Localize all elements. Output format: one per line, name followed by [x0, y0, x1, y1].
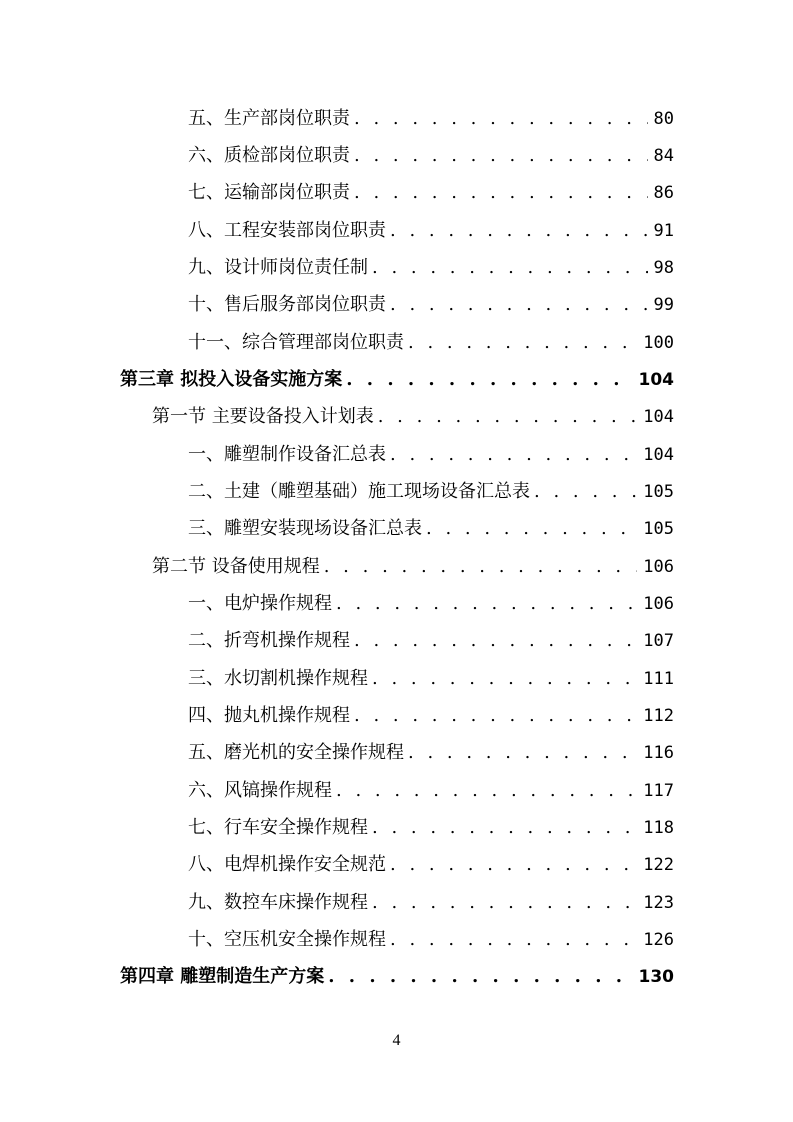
toc-entry-title: 三、水切割机操作规程	[188, 668, 368, 689]
toc-entry-page: 99	[653, 295, 674, 315]
toc-entry-page: 91	[653, 221, 674, 241]
dot-leader	[390, 290, 648, 320]
toc-entry-title: 九、数控车床操作规程	[188, 892, 368, 913]
dot-leader	[534, 477, 637, 507]
toc-entry-title: 五、磨光机的安全操作规程	[188, 742, 404, 763]
toc-entry-page: 126	[643, 930, 674, 950]
toc-entry-page: 104	[638, 370, 674, 390]
dot-leader	[408, 328, 637, 358]
toc-entry[interactable]	[188, 216, 674, 246]
toc-entry-title: 十、空压机安全操作规程	[188, 929, 386, 950]
toc-entry-title: 八、电焊机操作安全规范	[188, 854, 386, 875]
toc-entry[interactable]	[188, 477, 674, 507]
dot-leader	[372, 888, 637, 918]
toc-entry-page: 80	[653, 109, 674, 129]
toc-entry[interactable]	[188, 850, 674, 880]
toc-entry[interactable]	[188, 813, 674, 843]
toc-entry[interactable]	[188, 141, 674, 171]
toc-entry-page: 123	[643, 893, 674, 913]
toc-entry-title: 六、质检部岗位职责	[188, 145, 350, 166]
dot-leader	[426, 514, 637, 544]
dot-leader	[372, 664, 637, 694]
dot-leader	[354, 141, 648, 171]
toc-entry-page: 106	[643, 594, 674, 614]
toc-entry-title: 第二节 设备使用规程	[152, 556, 320, 577]
toc-entry-page: 111	[643, 669, 674, 689]
toc-entry-page: 86	[653, 183, 674, 203]
toc-chapter-entry[interactable]	[120, 365, 674, 395]
toc-entry-title: 第一节 主要设备投入计划表	[152, 406, 374, 427]
toc-entry-page: 105	[643, 519, 674, 539]
toc-entry[interactable]	[188, 514, 674, 544]
dot-leader	[328, 962, 632, 992]
toc-entry-title: 十一、综合管理部岗位职责	[188, 332, 404, 353]
dot-leader	[346, 365, 632, 395]
toc-entry[interactable]	[188, 440, 674, 470]
dot-leader	[390, 440, 637, 470]
toc-entry[interactable]	[188, 589, 674, 619]
dot-leader	[336, 589, 637, 619]
toc-entry-page: 98	[653, 258, 674, 278]
toc-section-entry[interactable]	[152, 402, 674, 432]
toc-entry-page: 84	[653, 146, 674, 166]
toc-entry-page: 100	[643, 333, 674, 353]
toc-entry-title: 四、抛丸机操作规程	[188, 705, 350, 726]
toc-entry[interactable]	[188, 701, 674, 731]
toc-entry-page: 104	[643, 407, 674, 427]
toc-entry[interactable]	[188, 738, 674, 768]
toc-entry[interactable]	[188, 626, 674, 656]
toc-entry[interactable]	[188, 178, 674, 208]
dot-leader	[372, 253, 648, 283]
toc-entry-title: 七、行车安全操作规程	[188, 817, 368, 838]
dot-leader	[336, 776, 637, 806]
toc-entry-title: 九、设计师岗位责任制	[188, 257, 368, 278]
dot-leader	[354, 626, 637, 656]
toc-chapter-entry[interactable]	[120, 962, 674, 992]
toc-entry[interactable]	[188, 253, 674, 283]
toc-entry[interactable]	[188, 925, 674, 955]
toc-entry[interactable]	[188, 328, 674, 358]
toc-entry-title: 七、运输部岗位职责	[188, 182, 350, 203]
dot-leader	[324, 552, 638, 582]
toc-entry-page: 105	[643, 482, 674, 502]
toc-entry-title: 二、土建（雕塑基础）施工现场设备汇总表	[188, 481, 530, 502]
toc-entry-title: 八、工程安装部岗位职责	[188, 220, 386, 241]
toc-entry[interactable]	[188, 888, 674, 918]
dot-leader	[378, 402, 638, 432]
toc-entry-page: 130	[638, 967, 674, 987]
dot-leader	[408, 738, 637, 768]
toc-entry-page: 116	[643, 743, 674, 763]
dot-leader	[390, 850, 637, 880]
toc-entry-title: 第四章 雕塑制造生产方案	[120, 966, 325, 987]
toc-entry-title: 五、生产部岗位职责	[188, 108, 350, 129]
toc-entry-title: 一、雕塑制作设备汇总表	[188, 444, 386, 465]
dot-leader	[372, 813, 637, 843]
toc-entry-title: 十、售后服务部岗位职责	[188, 294, 386, 315]
dot-leader	[390, 925, 637, 955]
toc-entry[interactable]	[188, 664, 674, 694]
toc-entry[interactable]	[188, 290, 674, 320]
toc-entry-page: 106	[643, 557, 674, 577]
toc-entry-page: 118	[643, 818, 674, 838]
toc-entry-title: 三、雕塑安装现场设备汇总表	[188, 518, 422, 539]
toc-entry-page: 112	[643, 706, 674, 726]
toc-entry-title: 六、风镐操作规程	[188, 780, 332, 801]
toc-entry-page: 104	[643, 445, 674, 465]
toc-entry-page: 117	[643, 781, 674, 801]
page-number: 4	[392, 1032, 401, 1049]
dot-leader	[354, 701, 637, 731]
dot-leader	[354, 104, 648, 134]
toc-entry-title: 一、电炉操作规程	[188, 593, 332, 614]
toc-entry-page: 122	[643, 855, 674, 875]
toc-section-entry[interactable]	[152, 552, 674, 582]
toc-entry-title: 二、折弯机操作规程	[188, 630, 350, 651]
toc-entry[interactable]	[188, 104, 674, 134]
toc-entry-title: 第三章 拟投入设备实施方案	[120, 369, 343, 390]
dot-leader	[354, 178, 648, 208]
toc-entry-page: 107	[643, 631, 674, 651]
dot-leader	[390, 216, 648, 246]
toc-entry[interactable]	[188, 776, 674, 806]
